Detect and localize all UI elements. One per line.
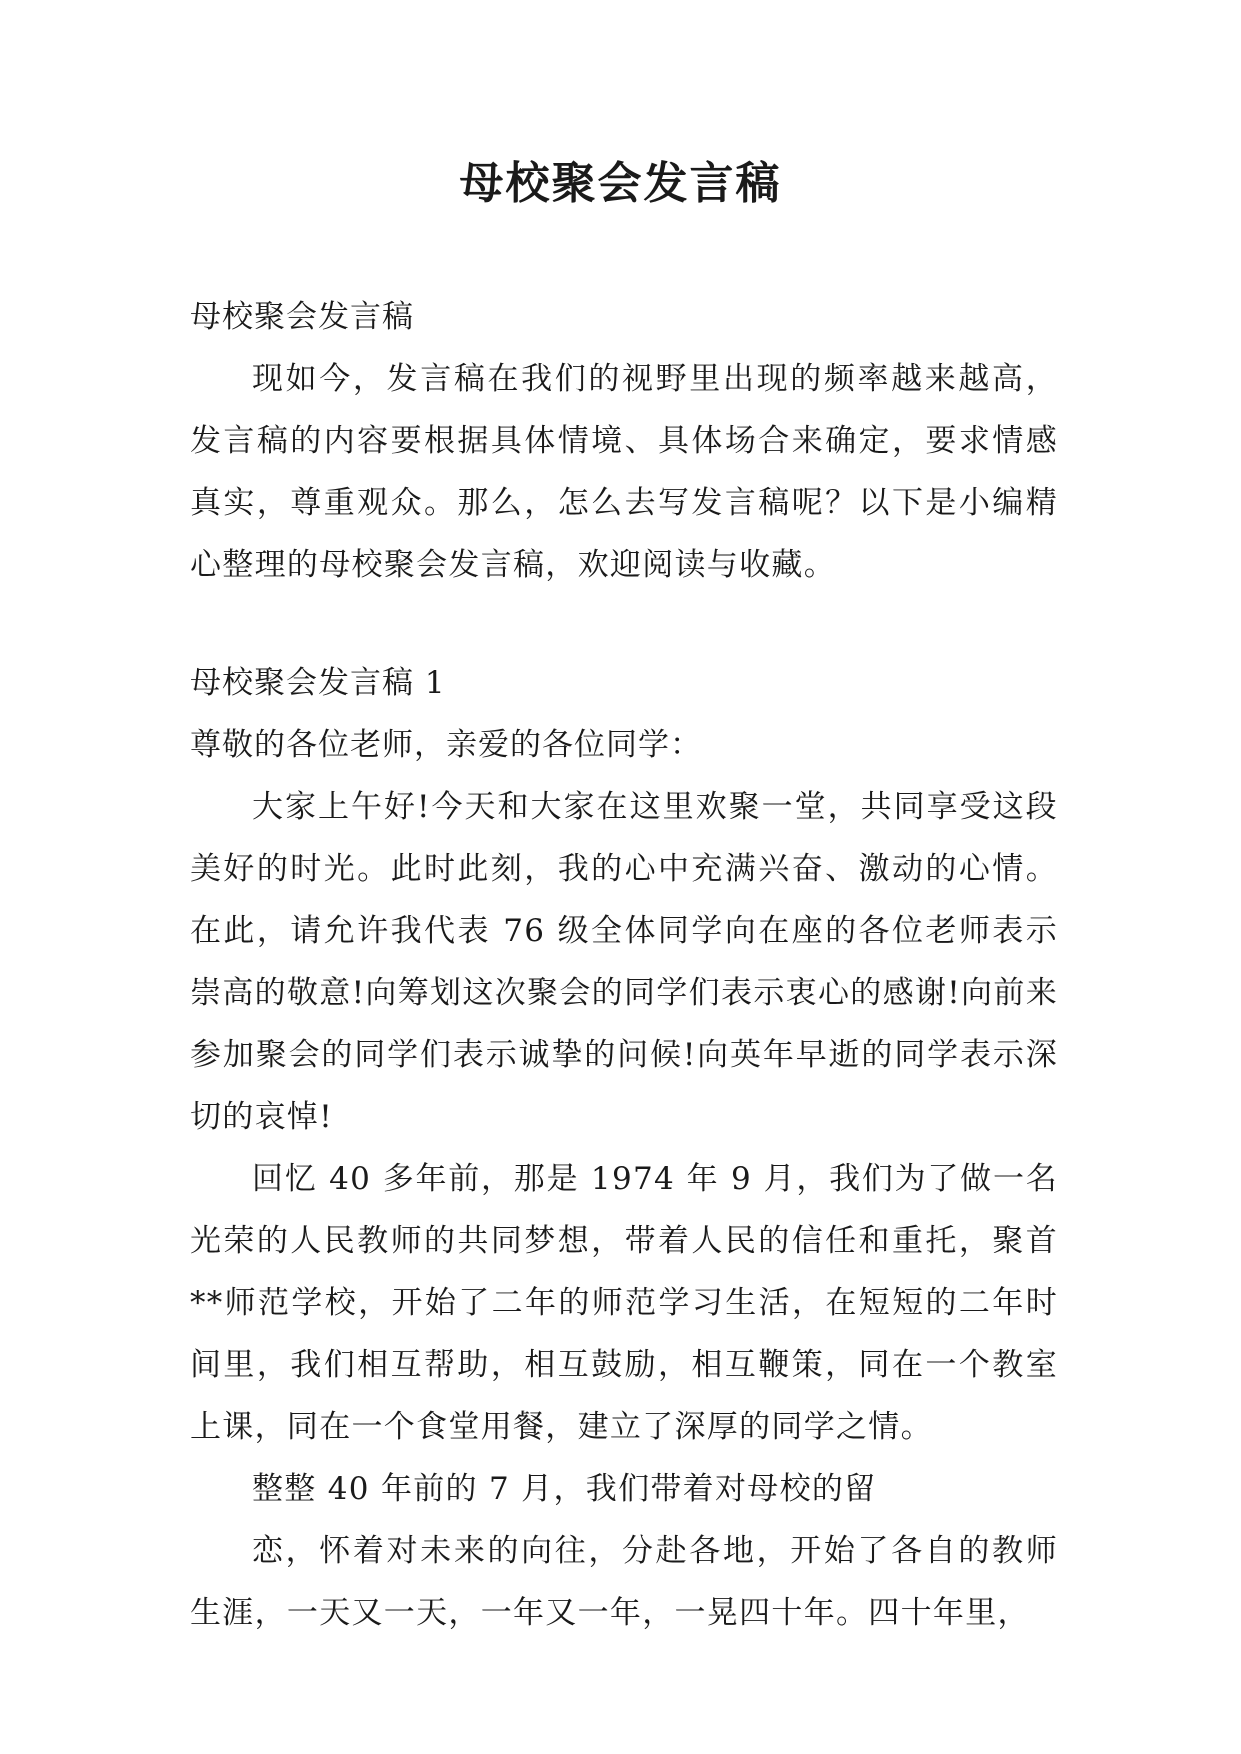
section-heading: 母校聚会发言稿 1 xyxy=(190,665,446,701)
section-spacer xyxy=(190,596,1058,652)
body-paragraph: 大家上午好!今天和大家在这里欢聚一堂，共同享受这段美好的时光。此时此刻，我的心中充满兴奋、激动的心情。在此，请允许我代表 76 级全体同学向在座的各位老师表示崇高的敬意!向筹划这次聚会的同学们表示衷心的感谢!向前来参加聚会的同学们表示诚挚的问候!向英年早逝的同学表示深切的哀悼! xyxy=(190,789,1058,1135)
body-paragraph: 整整 40 年前的 7 月，我们带着对母校的留 xyxy=(252,1471,877,1507)
body-paragraph: 恋，怀着对未来的向往，分赴各地，开始了各自的教师生涯，一天又一天，一年又一年，一晃四十年。四十年里， xyxy=(190,1533,1058,1631)
document-body xyxy=(190,286,1058,1644)
document-subtitle: 母校聚会发言稿 xyxy=(190,299,414,335)
body-paragraph: 回忆 40 多年前，那是 1974 年 9 月，我们为了做一名光荣的人民教师的共同梦想，带着人民的信任和重托，聚首**师范学校，开始了二年的师范学习生活，在短短的二年时间里，我们相互帮助，相互鼓励，相互鞭策，同在一个教室上课，同在一个食堂用餐，建立了深厚的同学之情。 xyxy=(190,1161,1058,1445)
intro-paragraph: 现如今，发言稿在我们的视野里出现的频率越来越高，发言稿的内容要根据具体情境、具体场合来确定，要求情感真实，尊重观众。那么，怎么去写发言稿呢？以下是小编精心整理的母校聚会发言稿，欢迎阅读与收藏。 xyxy=(190,361,1058,583)
salutation: 尊敬的各位老师，亲爱的各位同学： xyxy=(190,727,702,763)
document-title: 母校聚会发言稿 xyxy=(459,158,782,209)
